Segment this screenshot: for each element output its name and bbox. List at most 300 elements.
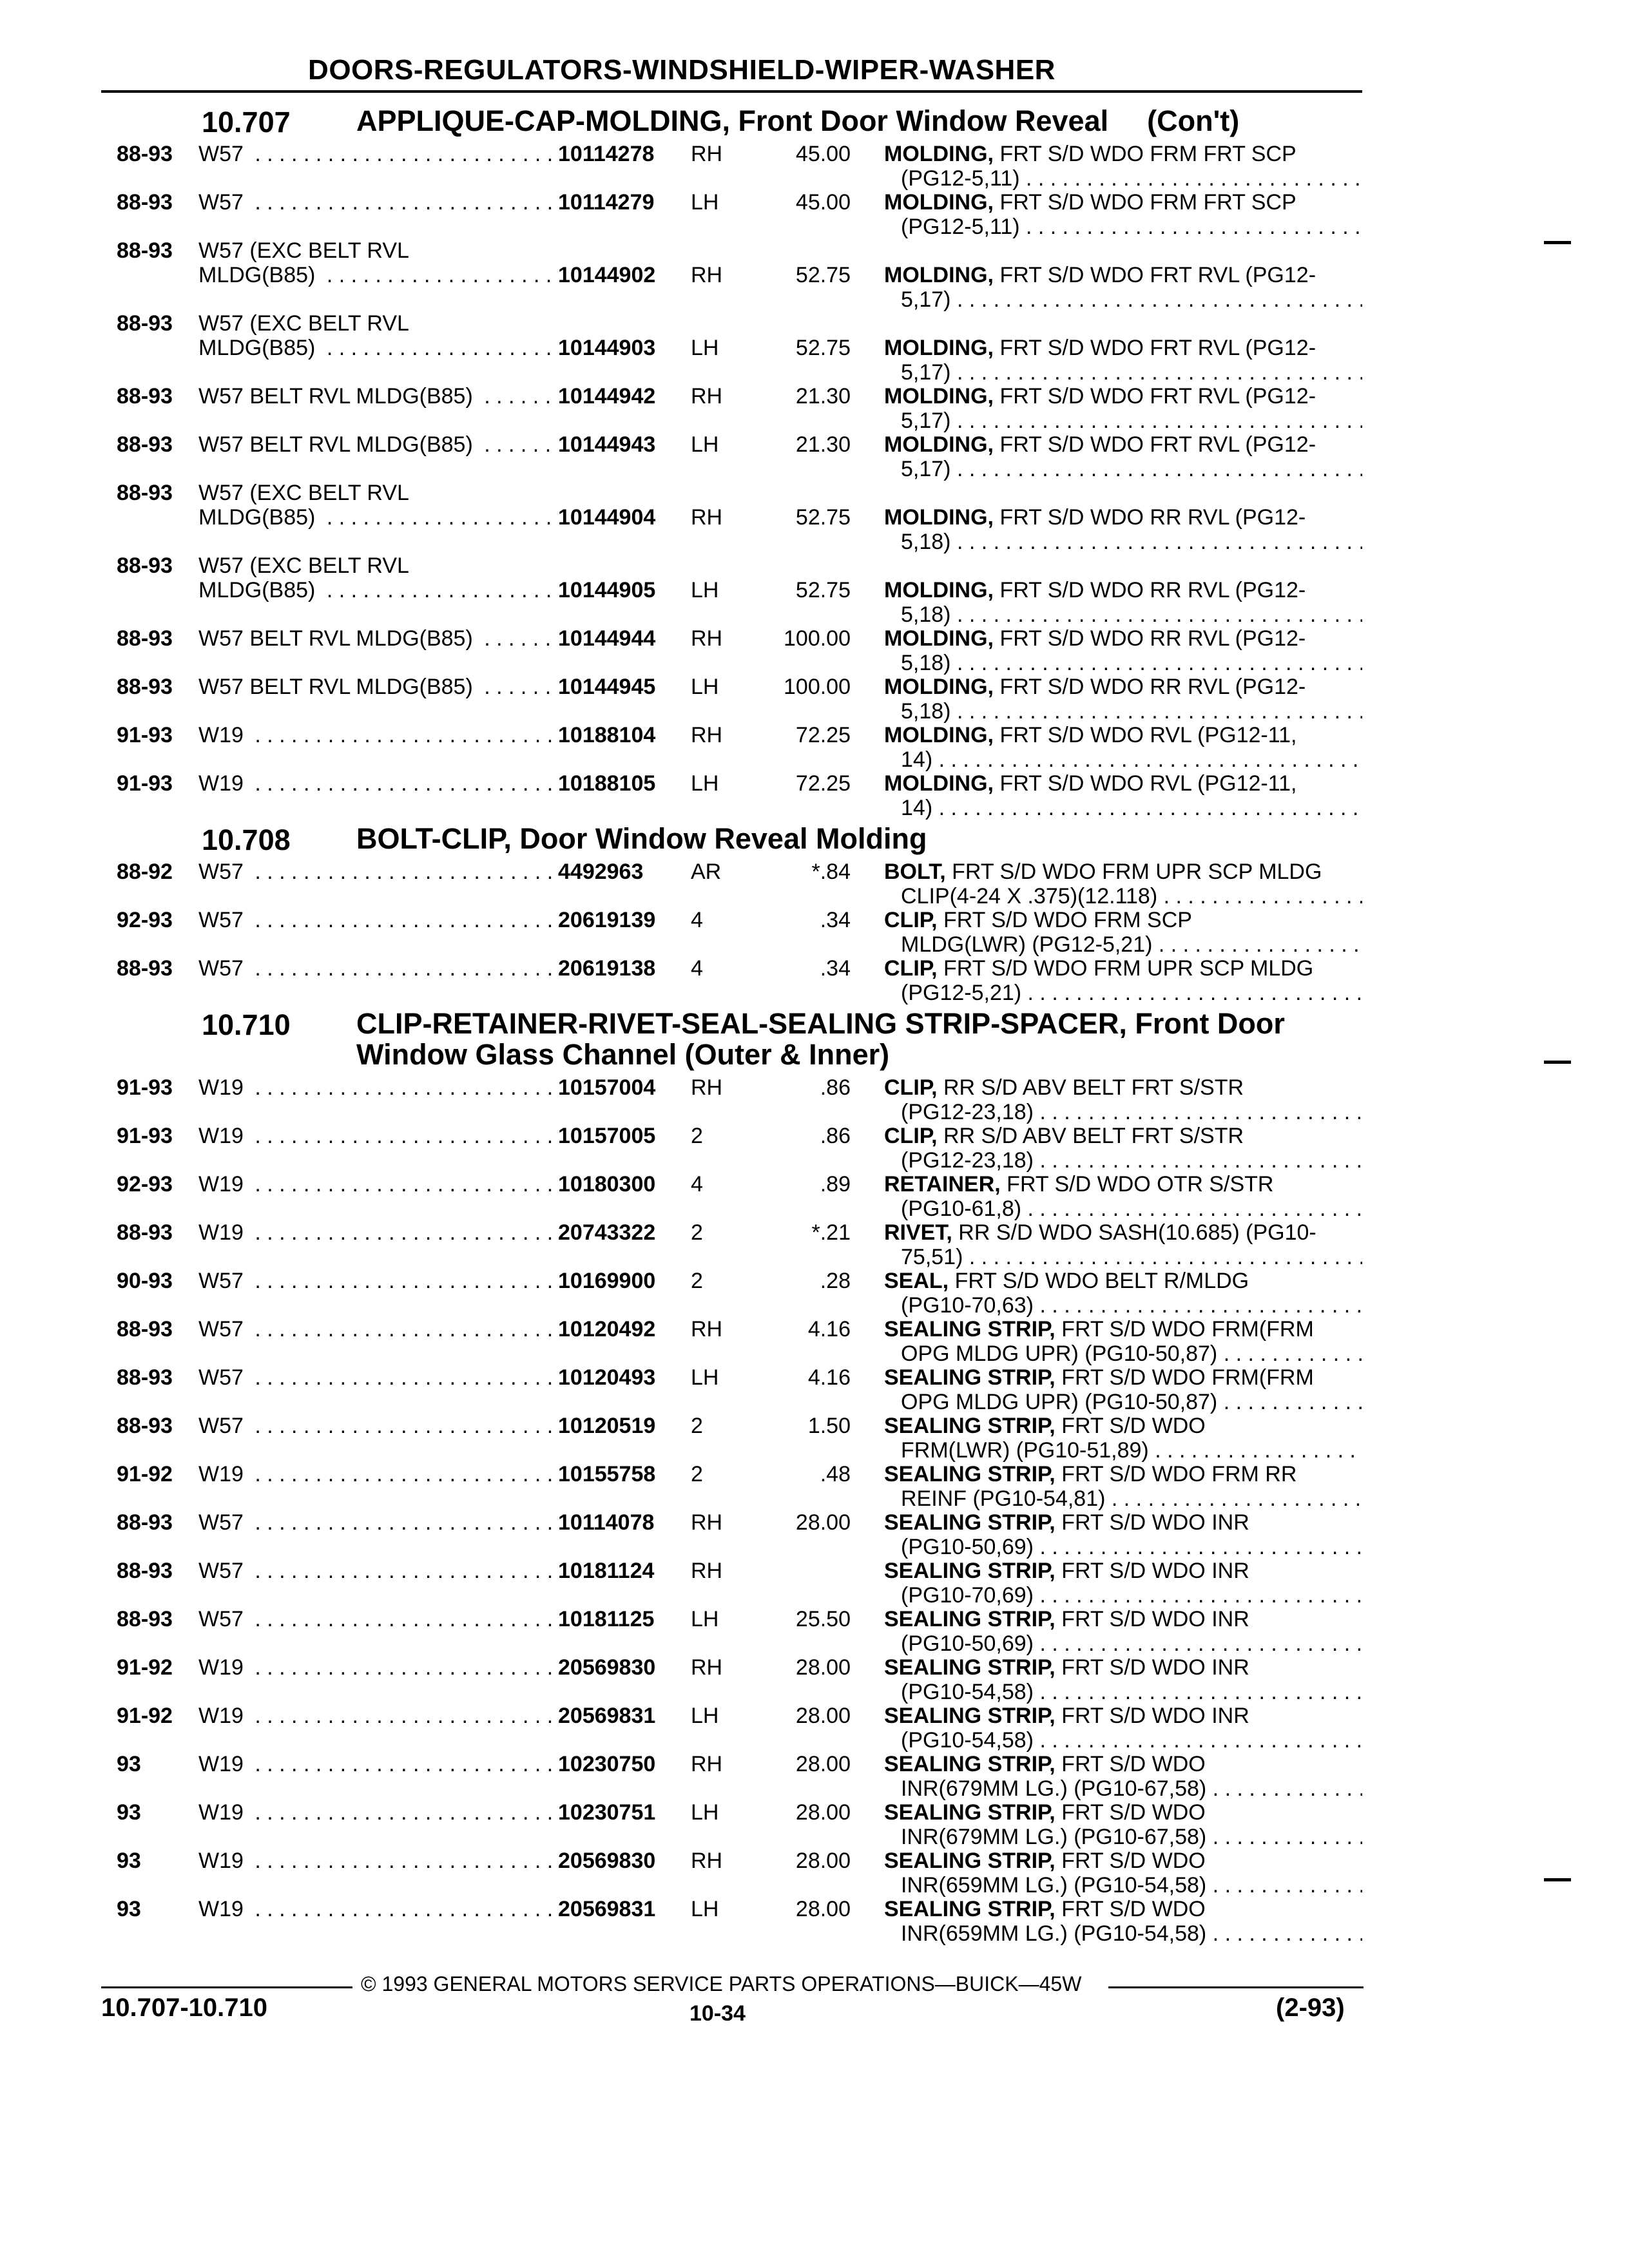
description-keyword: MOLDING, (884, 432, 994, 457)
part-number: 10181124 (558, 1559, 655, 1583)
list-price: .89 (820, 1172, 851, 1196)
part-number: 10144904 (558, 505, 656, 530)
list-price: 100.00 (784, 675, 851, 699)
model-code-text: W57 BELT RVL MLDG(B85) (198, 675, 478, 699)
quantity: LH (691, 578, 719, 602)
quantity: RH (691, 263, 723, 287)
model-code (198, 1414, 556, 1438)
part-number: 20569831 (558, 1897, 656, 1921)
description-keyword: SEALING STRIP, (884, 1414, 1055, 1438)
model-code-text: W57 (198, 1510, 249, 1535)
description-keyword: RETAINER, (884, 1172, 1001, 1196)
model-years: 88-92 (117, 860, 173, 884)
description-line (884, 956, 1362, 981)
parts-row (0, 384, 1629, 432)
section-title (356, 1008, 1362, 1070)
model-code (198, 553, 556, 578)
description-continuation: (PG12-5,21) . . . (884, 981, 1362, 1005)
model-years: 88-93 (117, 1559, 173, 1583)
model-years: 91-93 (117, 1124, 173, 1148)
parts-row (0, 553, 1629, 626)
description-line (884, 1462, 1362, 1486)
model-code-continued (198, 578, 556, 602)
description-continuation: 5,18) . . . (884, 699, 1362, 724)
part-description (884, 723, 1362, 772)
description-keyword: SEALING STRIP, (884, 1849, 1055, 1873)
part-number: 10157005 (558, 1124, 656, 1148)
part-description (884, 505, 1362, 554)
list-price: 25.50 (795, 1607, 851, 1631)
parts-row (0, 675, 1629, 723)
description-keyword: SEALING STRIP, (884, 1317, 1055, 1341)
footer-rule-left (101, 1986, 352, 1988)
quantity: RH (691, 1510, 723, 1535)
quantity: LH (691, 1897, 719, 1921)
part-description (884, 771, 1362, 820)
quantity: LH (691, 336, 719, 360)
model-code (198, 1269, 556, 1293)
model-code-continued-text: MLDG(B85) (198, 505, 320, 530)
description-continuation: INR(679MM LG.) (PG10-67,58) . . . (884, 1825, 1362, 1849)
parts-row (0, 190, 1629, 238)
model-code (198, 956, 556, 981)
list-price: .34 (820, 956, 851, 981)
section-header (0, 102, 1629, 142)
description-continuation: OPG MLDG UPR) (PG10-50,87) . . . (884, 1341, 1362, 1366)
model-years: 91-92 (117, 1462, 173, 1486)
part-number: 10144943 (558, 432, 656, 457)
part-number: 10144902 (558, 263, 656, 287)
parts-row (0, 238, 1629, 311)
parts-row (0, 1897, 1629, 1945)
model-years: 93 (117, 1800, 141, 1825)
description-text: FRT S/D WDO FRM FRT SCP (999, 142, 1296, 166)
part-description (884, 1124, 1362, 1173)
parts-listing (0, 102, 1629, 1945)
model-years: 93 (117, 1849, 141, 1873)
description-continuation: (PG10-61,8) . . . (884, 1196, 1362, 1221)
copyright-notice: © 1993 GENERAL MOTORS SERVICE PARTS OPERATIONS—BUICK—45W (361, 1972, 1082, 1995)
part-number: 20619138 (558, 956, 656, 981)
model-code-continued-text: MLDG(B85) (198, 263, 320, 287)
parts-row (0, 771, 1629, 820)
parts-row (0, 1269, 1629, 1317)
model-code-text: W57 (EXC BELT RVL (198, 481, 414, 505)
parts-row (0, 1365, 1629, 1414)
parts-row (0, 432, 1629, 481)
section-title (356, 106, 1362, 137)
footer-rule-right (1108, 1986, 1364, 1988)
model-years: 90-93 (117, 1269, 173, 1293)
description-text: FRT S/D WDO FRT RVL (PG12- (999, 384, 1316, 408)
model-code (198, 384, 556, 408)
model-code-continued (198, 336, 556, 360)
part-description (884, 1704, 1362, 1753)
description-continuation: 14) . . . (884, 747, 1362, 772)
model-code-text: W19 (198, 1124, 249, 1148)
footer-revision-date: (2-93) (1276, 1994, 1345, 2022)
description-text: FRT S/D WDO FRT RVL (PG12- (999, 336, 1316, 360)
quantity: LH (691, 1365, 719, 1390)
model-years: 91-93 (117, 1075, 173, 1100)
part-number: 10144905 (558, 578, 656, 602)
description-keyword: SEALING STRIP, (884, 1607, 1055, 1631)
part-description (884, 1849, 1362, 1898)
description-line (884, 1075, 1362, 1100)
model-years: 88-93 (117, 432, 173, 457)
description-keyword: MOLDING, (884, 675, 994, 699)
part-number: 10114278 (558, 142, 655, 166)
model-code-text: W57 (198, 908, 249, 932)
list-price: .86 (820, 1075, 851, 1100)
description-continuation: (PG10-70,69) . . . (884, 1583, 1362, 1608)
description-keyword: CLIP, (884, 1075, 938, 1100)
model-code-text: W19 (198, 1172, 249, 1196)
description-line (884, 1752, 1362, 1776)
part-number: 10144942 (558, 384, 656, 408)
model-code (198, 142, 556, 166)
part-description (884, 1365, 1362, 1414)
description-text: FRT S/D WDO INR (1061, 1510, 1249, 1535)
model-code-text: W19 (198, 1220, 249, 1245)
quantity: RH (691, 626, 723, 651)
part-description (884, 626, 1362, 675)
model-code-text: W19 (198, 1849, 249, 1873)
description-keyword: SEALING STRIP, (884, 1897, 1055, 1921)
model-years: 88-93 (117, 1414, 173, 1438)
description-text: FRT S/D WDO RVL (PG12-11, (999, 723, 1297, 747)
section-number: 10.708 (202, 823, 291, 856)
model-code (198, 432, 556, 457)
model-years: 91-92 (117, 1655, 173, 1680)
footer-page-number: 10-34 (689, 2001, 746, 2026)
description-continuation: 5,17) . . . (884, 360, 1362, 385)
quantity: RH (691, 1317, 723, 1341)
parts-row (0, 142, 1629, 190)
part-description (884, 1607, 1362, 1656)
part-number: 10120519 (558, 1414, 656, 1438)
model-code (198, 1510, 556, 1535)
description-line (884, 1124, 1362, 1148)
description-text: FRT S/D WDO INR (1061, 1704, 1249, 1728)
description-line (884, 1317, 1362, 1341)
model-code-text: W57 (198, 190, 249, 215)
description-text: FRT S/D WDO FRM(FRM (1061, 1365, 1314, 1390)
parts-row (0, 1704, 1629, 1752)
description-line (884, 1172, 1362, 1196)
quantity: LH (691, 1704, 719, 1728)
model-code-text: W19 (198, 723, 249, 747)
parts-row (0, 908, 1629, 956)
description-text: FRT S/D WDO OTR S/STR (1007, 1172, 1274, 1196)
list-price: 72.25 (795, 723, 851, 747)
description-continuation: 5,18) . . . (884, 530, 1362, 554)
description-keyword: MOLDING, (884, 626, 994, 651)
description-continuation: OPG MLDG UPR) (PG10-50,87) . . . (884, 1390, 1362, 1414)
description-text: FRT S/D WDO (1061, 1414, 1206, 1438)
model-code (198, 311, 556, 336)
quantity: 2 (691, 1414, 703, 1438)
model-years: 91-93 (117, 771, 173, 796)
description-text: RR S/D WDO SASH(10.685) (PG10- (958, 1220, 1316, 1245)
part-description (884, 142, 1362, 191)
part-description (884, 1462, 1362, 1511)
description-text: FRT S/D WDO FRM RR (1061, 1462, 1297, 1486)
description-keyword: MOLDING, (884, 384, 994, 408)
model-code-text: W19 (198, 1704, 249, 1728)
description-keyword: SEALING STRIP, (884, 1655, 1055, 1680)
part-description (884, 336, 1362, 385)
model-code-text: W57 (198, 142, 249, 166)
model-code-text: W57 (198, 1607, 249, 1631)
quantity: LH (691, 190, 719, 215)
parts-row (0, 1752, 1629, 1800)
model-years: 88-93 (117, 481, 173, 505)
section-number: 10.710 (202, 1008, 291, 1041)
model-code-continued (198, 263, 556, 287)
model-code (198, 1897, 556, 1921)
parts-row (0, 1220, 1629, 1269)
model-years: 88-93 (117, 1607, 173, 1631)
model-years: 88-93 (117, 1365, 173, 1390)
model-code (198, 1800, 556, 1825)
model-code (198, 238, 556, 263)
margin-tick-mark (1544, 1061, 1571, 1064)
model-code-text: W57 (198, 1269, 249, 1293)
description-keyword: CLIP, (884, 956, 938, 981)
description-keyword: MOLDING, (884, 142, 994, 166)
parts-row (0, 723, 1629, 771)
description-text: FRT S/D WDO FRM(FRM (1061, 1317, 1314, 1341)
model-code (198, 1462, 556, 1486)
quantity: LH (691, 1607, 719, 1631)
quantity: RH (691, 1559, 723, 1583)
part-description (884, 1317, 1362, 1366)
description-continuation: (PG12-5,11) . . . (884, 215, 1362, 239)
quantity: 2 (691, 1462, 703, 1486)
model-code (198, 481, 556, 505)
description-continuation: CLIP(4-24 X .375)(12.118) . . . (884, 884, 1362, 908)
model-code (198, 723, 556, 747)
quantity: RH (691, 142, 723, 166)
description-keyword: BOLT, (884, 860, 946, 884)
quantity: 4 (691, 908, 703, 932)
list-price: 28.00 (795, 1510, 851, 1535)
footer-section-range: 10.707-10.710 (101, 1994, 268, 2022)
description-text: FRT S/D WDO INR (1061, 1607, 1249, 1631)
part-number: 10230751 (558, 1800, 656, 1825)
part-description (884, 384, 1362, 433)
description-line (884, 860, 1362, 884)
list-price: 4.16 (807, 1365, 851, 1390)
description-text: FRT S/D WDO FRM SCP (943, 908, 1192, 932)
description-text: FRT S/D WDO RR RVL (PG12- (999, 578, 1306, 602)
model-years: 88-93 (117, 384, 173, 408)
model-code-text: W57 (198, 1414, 249, 1438)
list-price: 52.75 (795, 263, 851, 287)
description-line (884, 1800, 1362, 1825)
part-number: 10144903 (558, 336, 656, 360)
model-code-text: W57 BELT RVL MLDG(B85) (198, 626, 478, 651)
part-description (884, 1075, 1362, 1124)
model-years: 88-93 (117, 626, 173, 651)
model-code-text: W57 (198, 956, 249, 981)
quantity: RH (691, 384, 723, 408)
model-code-text: W57 (EXC BELT RVL (198, 553, 414, 578)
description-line (884, 1220, 1362, 1245)
part-number: 20569831 (558, 1704, 656, 1728)
model-code-text: W57 (EXC BELT RVL (198, 238, 414, 263)
section-title-text: APPLIQUE-CAP-MOLDING, Front Door Window Reveal (356, 104, 1109, 137)
parts-row (0, 1462, 1629, 1510)
quantity: 2 (691, 1220, 703, 1245)
model-code (198, 190, 556, 215)
list-price: 21.30 (795, 384, 851, 408)
part-description (884, 263, 1362, 312)
description-keyword: MOLDING, (884, 578, 994, 602)
description-text: FRT S/D WDO (1061, 1897, 1206, 1921)
part-number: 10169900 (558, 1269, 656, 1293)
description-line (884, 1365, 1362, 1390)
part-description (884, 578, 1362, 627)
description-text: FRT S/D WDO FRM UPR SCP MLDG (943, 956, 1314, 981)
quantity: LH (691, 432, 719, 457)
parts-row (0, 1607, 1629, 1655)
list-price: 28.00 (795, 1704, 851, 1728)
description-keyword: SEALING STRIP, (884, 1800, 1055, 1825)
description-line (884, 723, 1362, 747)
list-price: 52.75 (795, 578, 851, 602)
part-description (884, 1752, 1362, 1801)
description-keyword: SEALING STRIP, (884, 1462, 1055, 1486)
model-code-text: W57 (198, 1317, 249, 1341)
part-number: 20743322 (558, 1220, 656, 1245)
quantity: LH (691, 675, 719, 699)
description-continuation: 5,17) . . . (884, 457, 1362, 481)
description-text: FRT S/D WDO RR RVL (PG12- (999, 675, 1306, 699)
description-line (884, 1704, 1362, 1728)
quantity: LH (691, 1800, 719, 1825)
list-price: 21.30 (795, 432, 851, 457)
description-continuation: INR(659MM LG.) (PG10-54,58) . . . (884, 1873, 1362, 1898)
model-code (198, 1704, 556, 1728)
description-continuation: (PG12-5,11) . . . (884, 166, 1362, 191)
description-continuation: 5,18) . . . (884, 602, 1362, 627)
part-description (884, 1559, 1362, 1608)
description-text: FRT S/D WDO INR (1061, 1655, 1249, 1680)
parts-row (0, 1510, 1629, 1559)
description-continuation: 5,17) . . . (884, 408, 1362, 433)
model-code (198, 1124, 556, 1148)
parts-row (0, 626, 1629, 675)
model-years: 88-93 (117, 238, 173, 263)
model-years: 88-93 (117, 956, 173, 981)
model-years: 88-93 (117, 1317, 173, 1341)
list-price: 28.00 (795, 1752, 851, 1776)
list-price: 52.75 (795, 505, 851, 530)
model-code-continued-text: MLDG(B85) (198, 336, 320, 360)
model-code (198, 1607, 556, 1631)
part-description (884, 432, 1362, 481)
model-code (198, 1655, 556, 1680)
description-text: FRT S/D WDO BELT R/MLDG (954, 1269, 1249, 1293)
list-price: .48 (820, 1462, 851, 1486)
list-price: 28.00 (795, 1897, 851, 1921)
quantity: 2 (691, 1124, 703, 1148)
model-code-text: W19 (198, 1752, 249, 1776)
list-price: 28.00 (795, 1800, 851, 1825)
model-code (198, 1172, 556, 1196)
description-line (884, 1849, 1362, 1873)
model-code (198, 675, 556, 699)
description-text: FRT S/D WDO RR RVL (PG12- (999, 505, 1306, 530)
model-code-text: W57 (EXC BELT RVL (198, 311, 414, 336)
description-keyword: SEALING STRIP, (884, 1752, 1055, 1776)
description-text: FRT S/D WDO FRM FRT SCP (999, 190, 1296, 215)
part-description (884, 1510, 1362, 1559)
description-continuation: REINF (PG10-54,81) . . . (884, 1486, 1362, 1511)
part-description (884, 860, 1362, 908)
parts-row (0, 1800, 1629, 1849)
description-line (884, 1414, 1362, 1438)
description-continuation: 5,18) . . . (884, 651, 1362, 675)
part-number: 10188104 (558, 723, 656, 747)
description-line (884, 578, 1362, 602)
list-price: *.84 (811, 860, 851, 884)
part-description (884, 1800, 1362, 1849)
description-text: RR S/D ABV BELT FRT S/STR (943, 1075, 1244, 1100)
model-code-text: W19 (198, 1655, 249, 1680)
description-text: FRT S/D WDO FRT RVL (PG12- (999, 432, 1316, 457)
description-line (884, 336, 1362, 360)
part-description (884, 1655, 1362, 1704)
description-text: FRT S/D WDO (1061, 1800, 1206, 1825)
list-price: .28 (820, 1269, 851, 1293)
list-price: 1.50 (807, 1414, 851, 1438)
description-line (884, 675, 1362, 699)
part-number: 10155758 (558, 1462, 656, 1486)
parts-row (0, 956, 1629, 1004)
part-description (884, 1220, 1362, 1269)
model-code (198, 1317, 556, 1341)
description-continuation: MLDG(LWR) (PG12-5,21) . . . (884, 932, 1362, 957)
description-keyword: RIVET, (884, 1220, 952, 1245)
model-code-text: W19 (198, 1897, 249, 1921)
section-title-text: BOLT-CLIP, Door Window Reveal Molding (356, 822, 927, 855)
model-code (198, 860, 556, 884)
quantity: RH (691, 1752, 723, 1776)
model-code (198, 771, 556, 796)
page-running-head: DOORS-REGULATORS-WINDSHIELD-WIPER-WASHER (308, 54, 1055, 86)
description-line (884, 1897, 1362, 1921)
description-continuation: (PG10-70,63) . . . (884, 1293, 1362, 1318)
description-keyword: CLIP, (884, 908, 938, 932)
model-code-text: W19 (198, 1075, 249, 1100)
parts-row (0, 1124, 1629, 1172)
model-code-continued-text: MLDG(B85) (198, 578, 320, 602)
description-line (884, 432, 1362, 457)
description-continuation: (PG12-23,18) . . . (884, 1100, 1362, 1124)
model-years: 88-93 (117, 142, 173, 166)
part-number: 10144944 (558, 626, 656, 651)
list-price: 45.00 (795, 142, 851, 166)
list-price: *.21 (811, 1220, 851, 1245)
part-description (884, 1897, 1362, 1946)
model-code-text: W57 (198, 1559, 249, 1583)
description-text: FRT S/D WDO RVL (PG12-11, (999, 771, 1297, 796)
description-line (884, 908, 1362, 932)
list-price: 72.25 (795, 771, 851, 796)
